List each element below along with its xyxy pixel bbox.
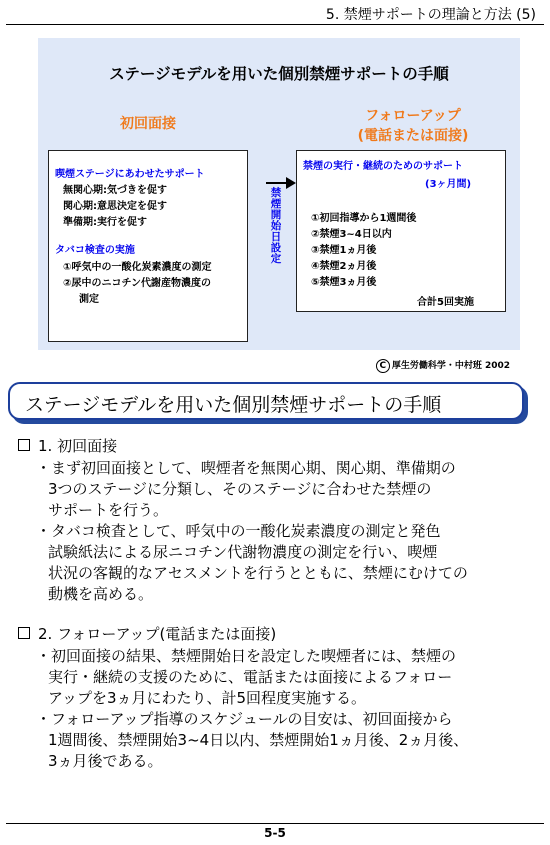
section-1-title bbox=[18, 436, 117, 457]
paragraph-line: 動機を高める。 bbox=[48, 585, 154, 603]
followup-heading: フォローアップ bbox=[365, 108, 461, 124]
right-box-heading: 禁煙の実行・継続のためのサポート bbox=[303, 161, 463, 172]
credit-text: 厚生労働科学・中村班 2002 bbox=[391, 361, 510, 371]
paragraph-line: サポートを行う。 bbox=[48, 501, 169, 519]
paragraph-line: 実行・継続の支援のために、電話または面接によるフォロー bbox=[48, 668, 453, 686]
page-number: 5-5 bbox=[264, 826, 286, 840]
stage-model-diagram bbox=[38, 38, 520, 350]
header-rule bbox=[6, 24, 544, 25]
diagram-title: ステージモデルを用いた個別禁煙サポートの手順 bbox=[109, 65, 449, 83]
paragraph-line: アップを3ヵ月にわたり、計5回程度実施する。 bbox=[48, 689, 367, 707]
left-box-heading-2: タバコ検査の実施 bbox=[55, 245, 135, 256]
section-2-title bbox=[18, 624, 276, 645]
left-box-line: 関心期:意思決定を促す bbox=[63, 201, 167, 212]
right-box-line: ⑤禁煙3ヵ月後 bbox=[311, 277, 377, 288]
right-box-line: ④禁煙2ヵ月後 bbox=[311, 261, 377, 272]
right-box-period: (3ヶ月間) bbox=[425, 179, 472, 190]
copyright-icon: C bbox=[376, 359, 390, 373]
paragraph-line: ・フォローアップ指導のスケジュールの目安は、初回面接から bbox=[36, 710, 453, 728]
paragraph-line: 1週間後、禁煙開始3~4日以内、禁煙開始1ヵ月後、2ヵ月後、 bbox=[48, 731, 469, 749]
left-box-line: 準備期:実行を促す bbox=[63, 217, 147, 228]
header-title: 5. 禁煙サポートの理論と方法 (5) bbox=[325, 7, 536, 23]
paragraph-line: 試験紙法による尿ニコチン代謝物濃度の測定を行い、喫煙 bbox=[48, 543, 438, 561]
right-box-line: ③禁煙1ヵ月後 bbox=[311, 245, 377, 256]
paragraph-line: ・タバコ検査として、呼気中の一酸化炭素濃度の測定と発色 bbox=[36, 522, 441, 540]
right-box-line: ②禁煙3~4日以内 bbox=[311, 229, 392, 240]
section-2-title-text: 2. フォローアップ(電話または面接) bbox=[38, 625, 277, 643]
left-box-line: ②尿中のニコチン代謝産物濃度の bbox=[63, 278, 211, 289]
checkbox-square-icon bbox=[18, 439, 30, 451]
paragraph-line: 3つのステージに分類し、そのステージに合わせた禁煙の bbox=[48, 480, 432, 498]
checkbox-square-icon bbox=[18, 627, 30, 639]
section-1-title-text: 1. 初回面接 bbox=[38, 437, 118, 455]
left-box-line: 無関心期:気づきを促す bbox=[63, 185, 167, 196]
copyright-credit bbox=[376, 358, 510, 373]
paragraph-line: 状況の客観的なアセスメントを行うとともに、禁煙にむけての bbox=[48, 564, 468, 582]
followup-subheading: (電話または面接) bbox=[357, 128, 469, 144]
followup-box bbox=[296, 150, 506, 312]
section-banner bbox=[8, 382, 524, 420]
initial-interview-box bbox=[48, 150, 248, 342]
footer-rule bbox=[6, 823, 544, 824]
left-box-heading-1: 喫煙ステージにあわせたサポート bbox=[55, 169, 205, 180]
paragraph-line: ・まず初回面接として、喫煙者を無関心期、関心期、準備期の bbox=[36, 459, 456, 477]
paragraph-line: 3ヵ月後である。 bbox=[48, 752, 163, 770]
initial-interview-heading: 初回面接 bbox=[120, 116, 176, 132]
right-box-line: ①初回指導から1週間後 bbox=[311, 213, 417, 224]
paragraph-line: ・初回面接の結果、禁煙開始日を設定した喫煙者には、禁煙の bbox=[36, 647, 457, 665]
banner-title: ステージモデルを用いた個別禁煙サポートの手順 bbox=[25, 394, 442, 416]
right-box-total: 合計5回実施 bbox=[417, 297, 474, 308]
left-box-line: ①呼気中の一酸化炭素濃度の測定 bbox=[63, 262, 212, 273]
quit-date-label: 禁煙開始日設定 bbox=[270, 187, 282, 265]
left-box-line: 測定 bbox=[79, 294, 99, 305]
